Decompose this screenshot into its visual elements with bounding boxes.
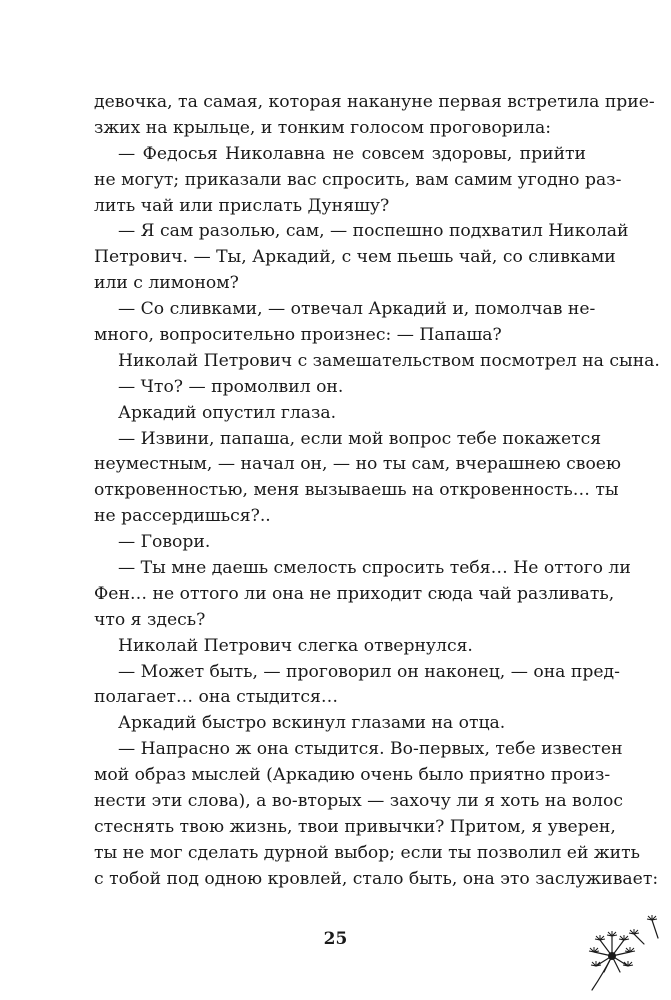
text-line: — Со сливками, — отвечал Аркадий и, помолчав не- (118, 299, 596, 320)
text-line: — Что? — промолвил он. (118, 376, 344, 397)
text-line: — Может быть, — проговорил он наконец, — она пред- (118, 661, 620, 682)
text-line: что я здесь? (94, 609, 206, 630)
text-line: нести эти слова), а во-вторых — захочу ли я хоть на волос (94, 791, 623, 812)
text-line: Петрович. — Ты, Аркадий, с чем пьешь чай, со сливками (94, 247, 616, 268)
text-line: Николай Петрович с замешательством посмотрел на сына. (118, 350, 660, 371)
text-line: Аркадий опустил глаза. (118, 402, 337, 423)
text-line: — Федосья Николавна не совсем здоровы, прийти (118, 143, 586, 164)
text-line: или с лимоном? (94, 273, 239, 294)
text-line: ты не мог сделать дурной выбор; если ты позволил ей жить (94, 842, 640, 863)
text-line: — Говори. (118, 532, 211, 553)
text-line: Николай Петрович слегка отвернулся. (118, 635, 473, 656)
page-number: 25 (323, 929, 348, 949)
dandelion-icon (586, 908, 666, 992)
text-line: — Ты мне даешь смелость спросить тебя… Не оттого ли (118, 558, 631, 579)
text-line: лить чай или прислать Дуняшу? (94, 195, 390, 216)
page-body (94, 90, 660, 893)
text-line: Аркадий быстро вскинул глазами на отца. (118, 713, 506, 734)
text-line: откровенностью, меня вызываешь на откровенность… ты (94, 480, 619, 501)
text-line: Фен… не оттого ли она не приходит сюда чай разливать, (94, 583, 615, 604)
text-line: — Напрасно ж она стыдится. Во-первых, тебе известен (118, 739, 623, 760)
text-line: стеснять твою жизнь, твои привычки? Притом, я уверен, (94, 816, 616, 837)
text-line: зжих на крыльце, и тонким голосом проговорила: (94, 117, 552, 138)
text-line: не могут; приказали вас спросить, вам самим угодно раз- (94, 169, 622, 190)
text-line: — Я сам разолью, сам, — поспешно подхватил Николай (118, 221, 629, 242)
text-line: много, вопросительно произнес: — Папаша? (94, 325, 502, 346)
text-line: мой образ мыслей (Аркадию очень было приятно произ- (94, 765, 611, 786)
text-line: полагает… она стыдится… (94, 687, 339, 708)
text-line: с тобой под одною кровлей, стало быть, она это заслуживает: (94, 868, 659, 889)
text-line: — Извини, папаша, если мой вопрос тебе покажется (118, 428, 602, 449)
text-line: девочка, та самая, которая накануне первая встретила прие- (94, 92, 655, 112)
text-line: не рассердишься?.. (94, 506, 271, 527)
text-line: неуместным, — начал он, — но ты сам, вчерашнею своею (94, 454, 621, 475)
